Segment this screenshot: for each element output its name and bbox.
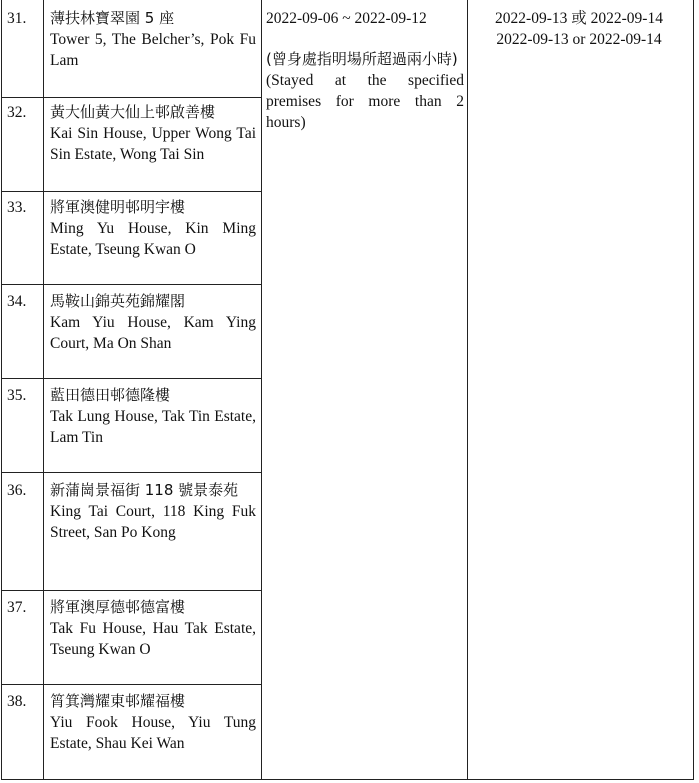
premises-name-en: King Tai Court, 118 King Fuk Street, San Po Kong: [50, 503, 256, 541]
row-divider: [1, 684, 262, 685]
premises-cell: [50, 385, 256, 448]
visit-date-cell: [266, 8, 464, 133]
premises-name-zh: 黃大仙黃大仙上邨啟善樓: [50, 103, 216, 121]
test-date-zh: 2022-09-13 或 2022-09-14: [495, 10, 663, 27]
visit-date-range: 2022-09-06 ~ 2022-09-12: [266, 10, 427, 27]
row-divider: [1, 378, 262, 379]
premises-name-en: Tak Lung House, Tak Tin Estate, Lam Tin: [50, 408, 256, 446]
row-divider: [1, 284, 262, 285]
test-date-cell: [470, 8, 688, 50]
visit-note-zh: (曾身處指明場所超過兩小時): [266, 50, 458, 68]
premises-cell: [50, 291, 256, 354]
premises-name-en: Ming Yu House, Kin Ming Estate, Tseung Kwan O: [50, 220, 256, 258]
table-border-right: [693, 0, 694, 780]
row-number: 36.: [7, 482, 27, 499]
table-border-left: [1, 0, 2, 780]
column-divider-number: [43, 0, 44, 780]
premises-name-en: Yiu Fook House, Yiu Tung Estate, Shau Kei Wan: [50, 714, 256, 752]
row-number: 35.: [7, 387, 27, 404]
premises-name-zh: 藍田德田邨德隆樓: [50, 386, 171, 404]
premises-name-en: Kam Yiu House, Kam Ying Court, Ma On Shan: [50, 314, 256, 352]
premises-name-en: Tak Fu House, Hau Tak Estate, Tseung Kwan O: [50, 620, 256, 658]
premises-cell: [50, 197, 256, 260]
row-number: 33.: [7, 199, 27, 216]
premises-name-zh: 將軍澳健明邨明宇樓: [50, 198, 186, 216]
test-date-en: 2022-09-13 or 2022-09-14: [496, 31, 662, 48]
premises-cell: [50, 8, 256, 71]
premises-name-zh: 新蒲崗景福街 118 號景泰苑: [50, 481, 239, 499]
premises-name-zh: 筲箕灣耀東邨耀福樓: [50, 692, 186, 710]
premises-name-zh: 馬鞍山錦英苑錦耀閣: [50, 292, 186, 310]
premises-name-zh: 薄扶林寶翠園 5 座: [50, 9, 175, 27]
row-number: 38.: [7, 693, 27, 710]
row-divider: [1, 472, 262, 473]
row-number: 31.: [7, 10, 27, 27]
row-divider: [1, 590, 262, 591]
row-number: 37.: [7, 599, 27, 616]
premises-name-zh: 將軍澳厚德邨德富樓: [50, 598, 186, 616]
column-divider-dates: [467, 0, 468, 780]
row-divider: [1, 191, 262, 192]
row-number: 34.: [7, 293, 27, 310]
premises-name-en: Tower 5, The Belcher’s, Pok Fu Lam: [50, 31, 256, 69]
premises-cell: [50, 691, 256, 754]
visit-note-en: (Stayed at the specified premises for more than 2 hours): [266, 72, 464, 131]
premises-cell: [50, 480, 256, 543]
row-divider: [1, 97, 262, 98]
premises-cell: [50, 597, 256, 660]
row-number: 32.: [7, 104, 27, 121]
premises-name-en: Kai Sin House, Upper Wong Tai Sin Estate, Wong Tai Sin: [50, 125, 256, 163]
table-border-bottom: [1, 779, 694, 780]
premises-cell: [50, 102, 256, 165]
column-divider-premises: [261, 0, 262, 780]
